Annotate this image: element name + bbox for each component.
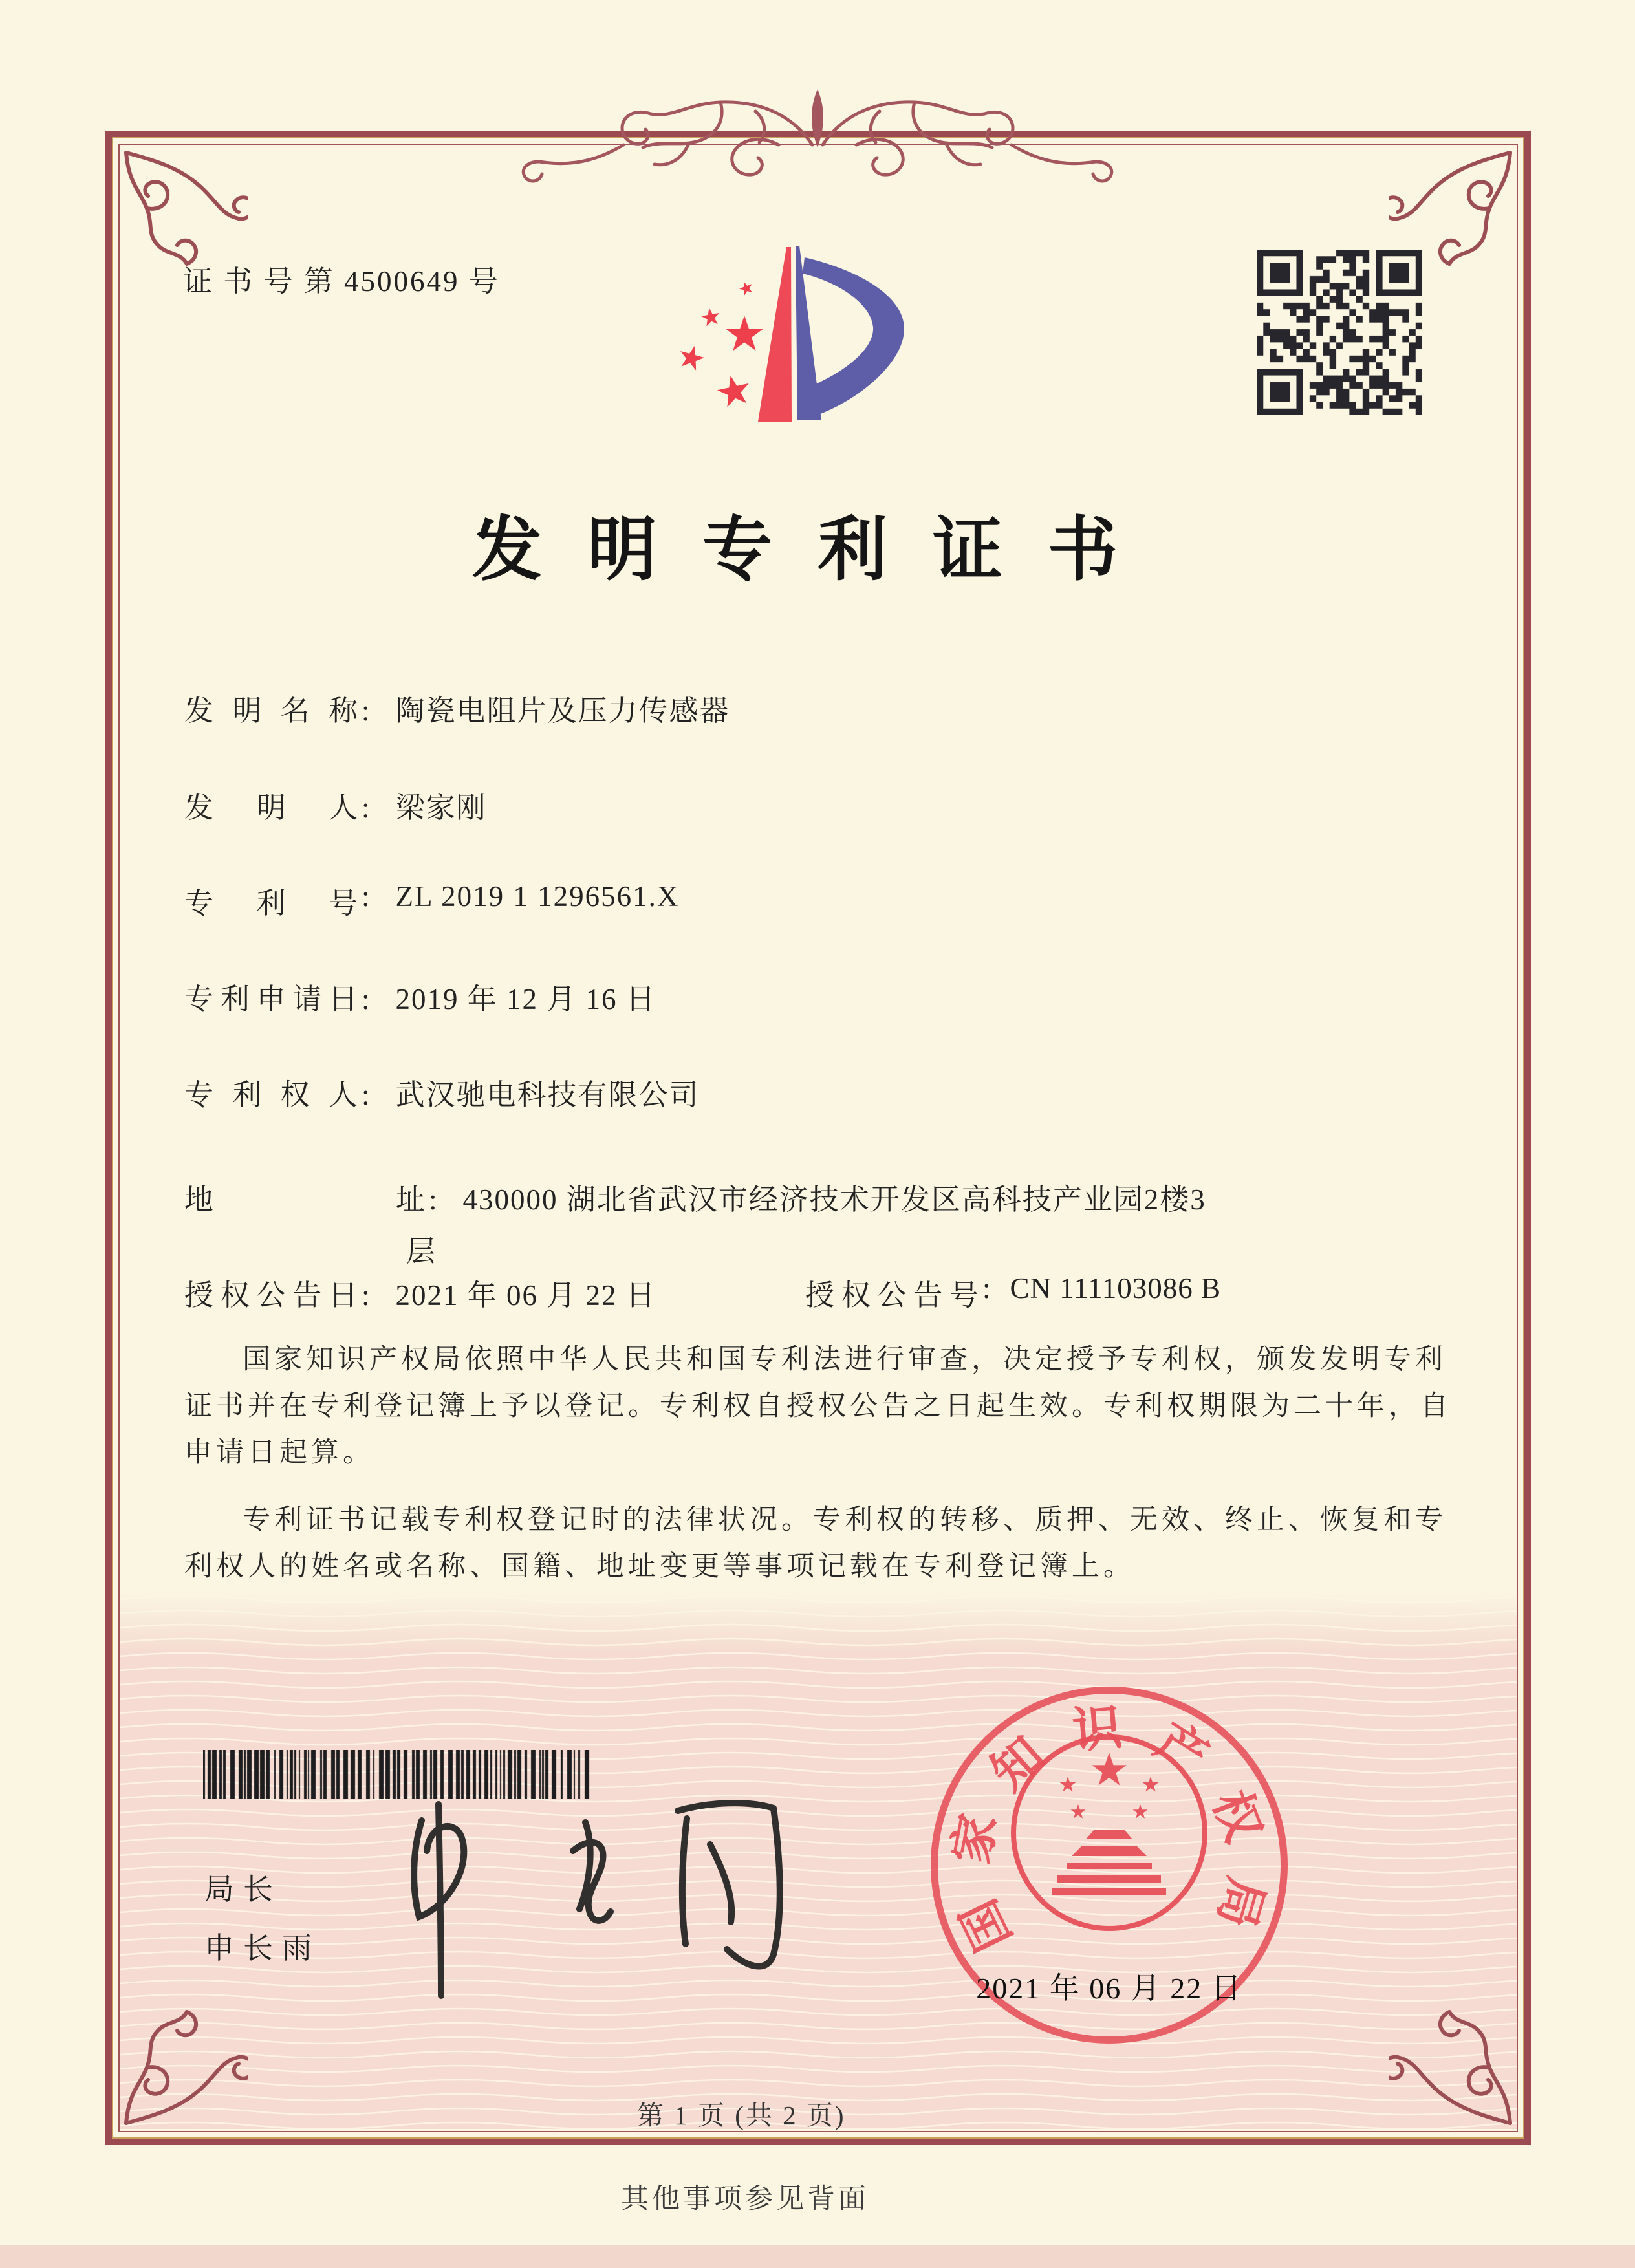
field-row-invention-name <box>184 687 730 729</box>
cnipa-logo <box>666 226 925 433</box>
field-row-grant <box>184 1271 1222 1313</box>
colon: : <box>362 983 370 1015</box>
field-value: 武汉驰电科技有限公司 <box>395 1079 700 1111</box>
field-row-patent-number <box>184 880 679 922</box>
field-value: 2021 年 06 月 22 日 <box>395 1279 656 1312</box>
seal-org-char: 国 <box>951 1890 1023 1959</box>
corner-flourish-bottom-left <box>118 2002 248 2131</box>
field-row-patentee <box>184 1071 700 1113</box>
field-value: CN 111103086 B <box>1010 1272 1222 1304</box>
colon: : <box>362 1079 370 1111</box>
cnipa-seal <box>931 1687 1288 2044</box>
field-row-filing-date <box>184 975 656 1017</box>
seal-org-char: 局 <box>1207 1871 1273 1934</box>
qr-code <box>1257 250 1422 415</box>
field-row-address <box>184 1176 1206 1218</box>
seal-date: 2021 年 06 月 22 日 <box>976 1972 1242 2005</box>
paragraph1-line3: 申请日起算。 <box>184 1438 374 1468</box>
field-label: 授权公告号 <box>805 1279 979 1312</box>
paragraph2-line1: 专利证书记载专利权登记时的法律状况。专利权的转移、质押、无效、终止、恢复和专 <box>243 1505 1447 1535</box>
seal-org-char: 知 <box>981 1727 1055 1801</box>
logo-red-wedge <box>758 247 792 422</box>
officer-title: 局长 <box>204 1873 282 1906</box>
field-label: 授权公告日 <box>184 1279 358 1312</box>
seal-org-char: 产 <box>1146 1713 1217 1786</box>
field-value: ZL 2019 1 1296561.X <box>395 880 680 913</box>
field-label: 专利权人 <box>184 1079 358 1111</box>
seal-org-char: 权 <box>1202 1784 1271 1850</box>
field-value: 梁家刚 <box>395 792 487 824</box>
page-number: 第 1 页 (共 2 页) <box>637 2101 846 2130</box>
colon: : <box>362 1279 370 1312</box>
logo-p-bowl <box>803 257 904 415</box>
officer-name: 申长雨 <box>204 1932 321 1965</box>
seal-org-char: 家 <box>944 1809 1007 1869</box>
corner-flourish-top-left <box>118 145 248 274</box>
colon: : <box>362 792 370 824</box>
certificate-number: 证 书 号 第 4500649 号 <box>183 265 500 297</box>
colon: : <box>362 880 370 913</box>
colon: : <box>982 1272 991 1304</box>
field-value: 430000 湖北省武汉市经济技术开发区高科技产业园2楼3 <box>462 1183 1206 1216</box>
colon: : <box>429 1183 437 1216</box>
back-side-note: 其他事项参见背面 <box>621 2184 869 2214</box>
field-label: 发明人 <box>184 792 358 824</box>
certificate-title: 发明专利证书 <box>471 512 1163 589</box>
field-value: 陶瓷电阻片及压力传感器 <box>395 695 730 727</box>
corner-flourish-bottom-right <box>1389 2002 1518 2131</box>
field-label: 专利申请日 <box>184 983 358 1015</box>
dragon-ornament <box>514 76 1121 199</box>
scan-bottom-edge <box>0 2245 1635 2268</box>
field-label: 地址 <box>184 1183 425 1216</box>
paragraph2-line2: 利权人的姓名或名称、国籍、地址变更等事项记载在专利登记簿上。 <box>184 1551 1135 1582</box>
seal-org-char: 识 <box>1070 1700 1125 1759</box>
field-grant-number-group <box>805 1271 1221 1313</box>
field-address-line2: 层 <box>406 1235 436 1268</box>
paragraph1-line2: 证书并在专利登记簿上予以登记。专利权自授权公告之日起生效。专利权期限为二十年，自 <box>184 1391 1452 1421</box>
field-label: 专利号 <box>184 887 358 920</box>
officer-signature <box>388 1785 841 2005</box>
paragraph1-line1: 国家知识产权局依照中华人民共和国专利法进行审查，决定授予专利权，颁发发明专利 <box>243 1345 1447 1375</box>
field-label: 发明名称 <box>184 695 358 727</box>
field-value: 2019 年 12 月 16 日 <box>395 983 656 1015</box>
field-row-inventor <box>184 784 487 826</box>
colon: : <box>362 695 370 727</box>
